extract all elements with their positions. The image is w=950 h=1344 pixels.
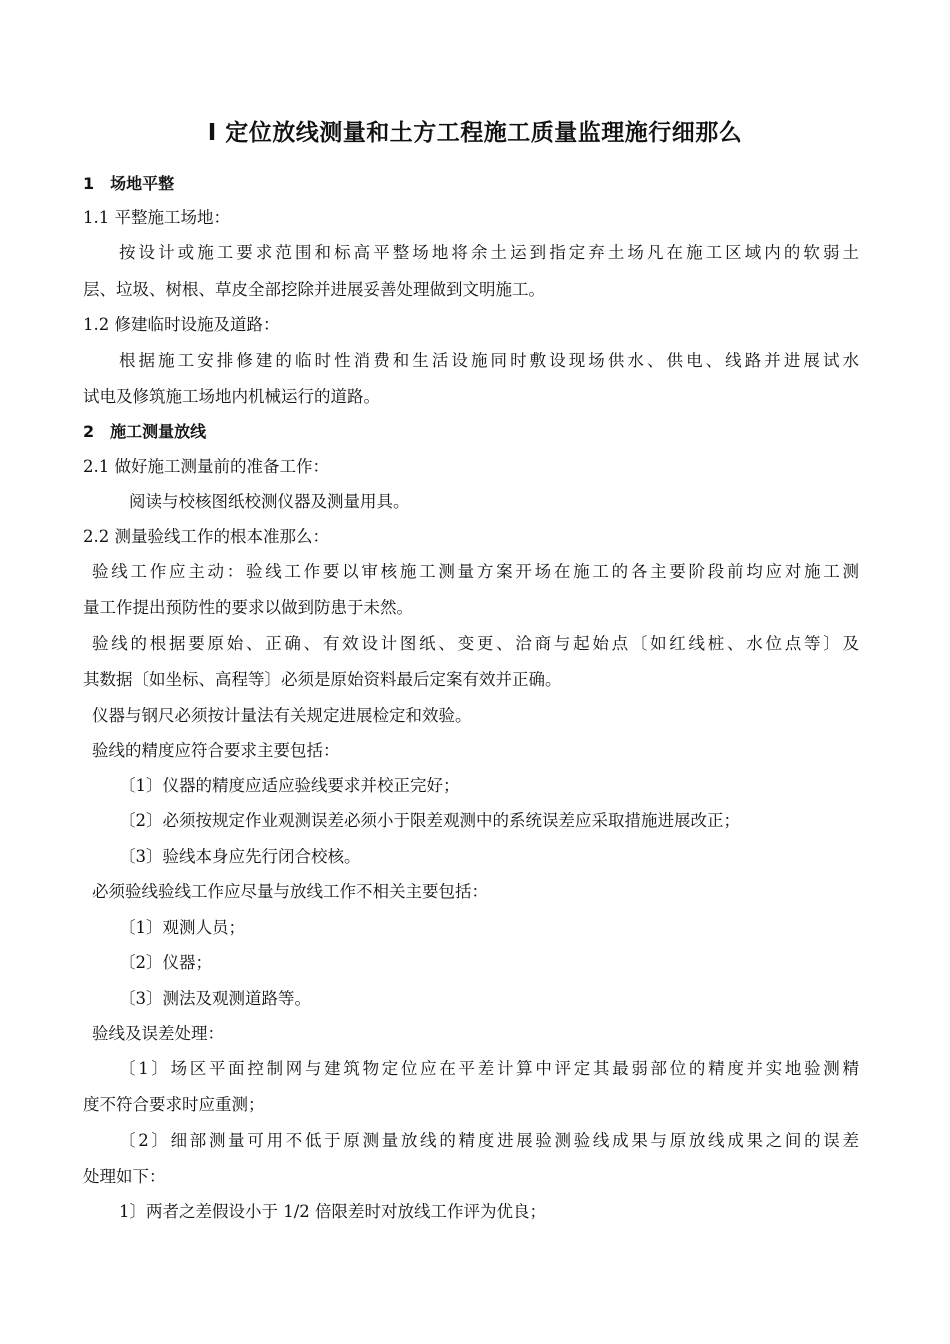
paragraph-line: 处理如下：: [83, 1167, 166, 1186]
section-heading: 2 施工测量放线: [83, 422, 207, 441]
paragraph-line: 试电及修筑施工场地内机械运行的道路。: [83, 387, 380, 406]
section-heading: 1 场地平整: [83, 174, 175, 193]
list-item: 1〕两者之差假设小于 1/2 倍限差时对放线工作评为优良；: [119, 1202, 547, 1221]
list-item: 〔1〕观测人员；: [119, 918, 245, 937]
list-item: 〔3〕测法及观测道路等。: [119, 989, 311, 1008]
paragraph-line: 仪器与钢尺必须按计量法有关规定进展检定和效验。: [92, 706, 472, 725]
subsection-heading: 2.1 做好施工测量前的准备工作：: [83, 457, 329, 476]
paragraph-line: 度不符合要求时应重测；: [83, 1095, 265, 1114]
paragraph-line: 量工作提出预防性的要求以做到防患于未然。: [83, 598, 413, 617]
list-item: 〔1〕场区平面控制网与建筑物定位应在平差计算中评定其最弱部位的精度并实地验测精: [119, 1059, 859, 1078]
paragraph-line: 验线的精度应符合要求主要包括：: [92, 741, 340, 760]
paragraph-line: 验线及误差处理：: [92, 1024, 224, 1043]
paragraph-line: 必须验线验线工作应尽量与放线工作不相关主要包括：: [92, 882, 488, 901]
list-item: 〔2〕细部测量可用不低于原测量放线的精度进展验测验线成果与原放线成果之间的误差: [119, 1131, 859, 1150]
subsection-heading: 1.1 平整施工场地：: [83, 208, 230, 227]
paragraph-line: 按设计或施工要求范围和标高平整场地将余土运到指定弃土场凡在施工区域内的软弱土: [119, 243, 859, 262]
paragraph-line: 根据施工安排修建的临时性消费和生活设施同时敷设现场供水、供电、线路并进展试水: [119, 351, 859, 370]
subsection-heading: 1.2 修建临时设施及道路：: [83, 315, 280, 334]
paragraph-line: 层、垃圾、树根、草皮全部挖除并进展妥善处理做到文明施工。: [83, 280, 545, 299]
list-item: 〔3〕验线本身应先行闭合校核。: [119, 847, 361, 866]
subsection-heading: 2.2 测量验线工作的根本准那么：: [83, 527, 329, 546]
list-item: 〔2〕仪器；: [119, 953, 212, 972]
document-title: Ⅰ 定位放线测量和土方工程施工质量监理施行细那么: [207, 120, 743, 146]
paragraph-line: 阅读与校核图纸校测仪器及测量用具。: [129, 492, 410, 511]
list-item: 〔1〕仪器的精度应适应验线要求并校正完好；: [119, 776, 460, 795]
paragraph-line: 验线工作应主动：验线工作要以审核施工测量方案开场在施工的各主要阶段前均应对施工测: [92, 562, 859, 581]
paragraph-line: 其数据〔如坐标、高程等〕必须是原始资料最后定案有效并正确。: [83, 670, 562, 689]
list-item: 〔2〕必须按规定作业观测误差必须小于限差观测中的系统误差应采取措施进展改正；: [119, 811, 740, 830]
paragraph-line: 验线的根据要原始、正确、有效设计图纸、变更、洽商与起始点〔如红线桩、水位点等〕及: [92, 634, 859, 653]
